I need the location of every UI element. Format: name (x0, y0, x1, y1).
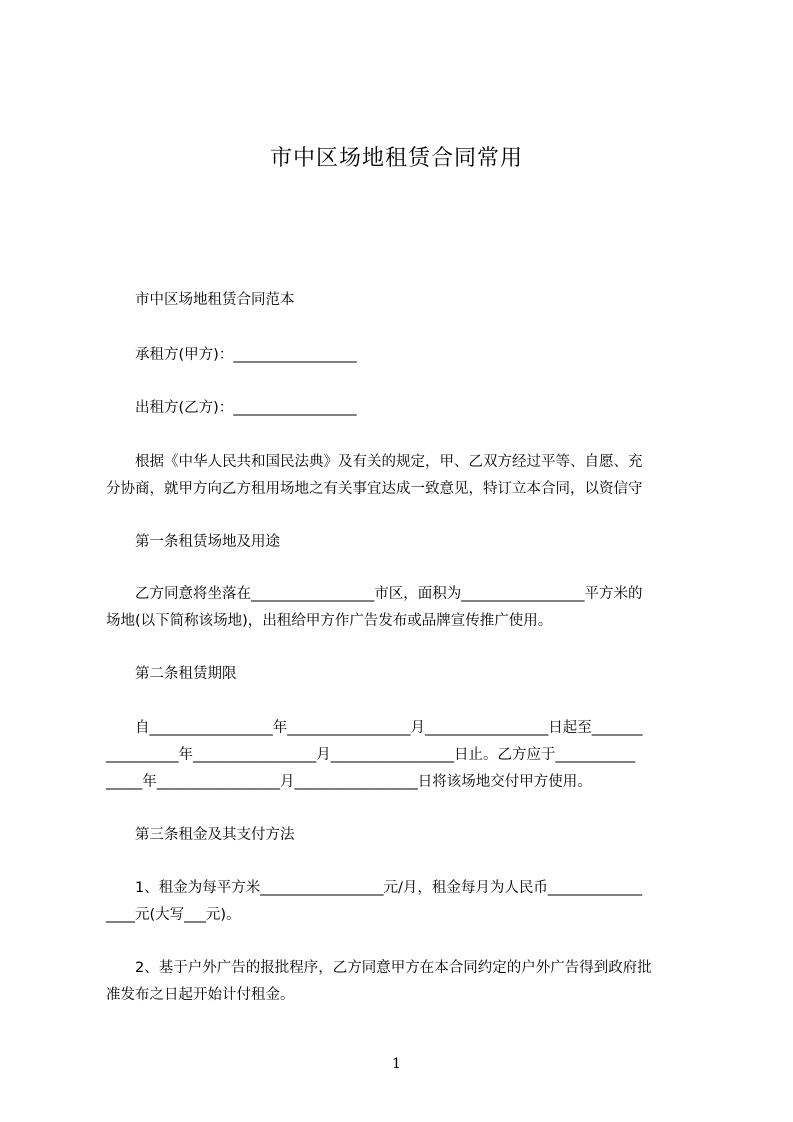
section-heading: 第三条租金及其支付方法 (106, 827, 295, 843)
paragraph-line: __________年_________________月_________________日止。乙方应于___________ (106, 747, 636, 763)
paragraph-line: ____元(大写___元)。 (106, 907, 241, 923)
paragraph-line: 承租方(甲方)：_________________ (106, 347, 357, 363)
page-number: 1 (392, 1056, 401, 1072)
section-heading: 第二条租赁期限 (106, 666, 237, 682)
paragraph-line: 2、基于户外广告的报批程序，乙方同意甲方在本合同约定的户外广告得到政府批 (106, 960, 652, 976)
paragraph-line: 自_________________年_________________月_________________日起至_______ (106, 720, 643, 736)
paragraph-line: 场地(以下简称该场地)，出租给甲方作广告发布或品牌宣传推广使用。 (106, 613, 553, 629)
paragraph-line: 分协商，就甲方向乙方租用场地之有关事宜达成一致意见，特订立本合同，以资信守 (106, 481, 643, 497)
paragraph-line: 出租方(乙方)：_________________ (106, 400, 357, 416)
paragraph-line: _____年_________________月_________________日将该场地交付甲方使用。 (106, 774, 592, 790)
paragraph-line: 1、租金为每平方米_________________元/月，租金每月为人民币_____________ (106, 880, 643, 896)
paragraph-line: 根据《中华人民共和国民法典》及有关的规定，甲、乙双方经过平等、自愿、充 (106, 454, 643, 470)
paragraph-line: 市中区场地租赁合同范本 (106, 292, 295, 308)
paragraph-line: 乙方同意将坐落在_________________市区，面积为_________________平方米的 (106, 586, 643, 602)
document-title: 市中区场地租赁合同常用 (269, 146, 523, 171)
paragraph-line: 准发布之日起开始计付租金。 (106, 987, 295, 1003)
section-heading: 第一条租赁场地及用途 (106, 534, 280, 550)
